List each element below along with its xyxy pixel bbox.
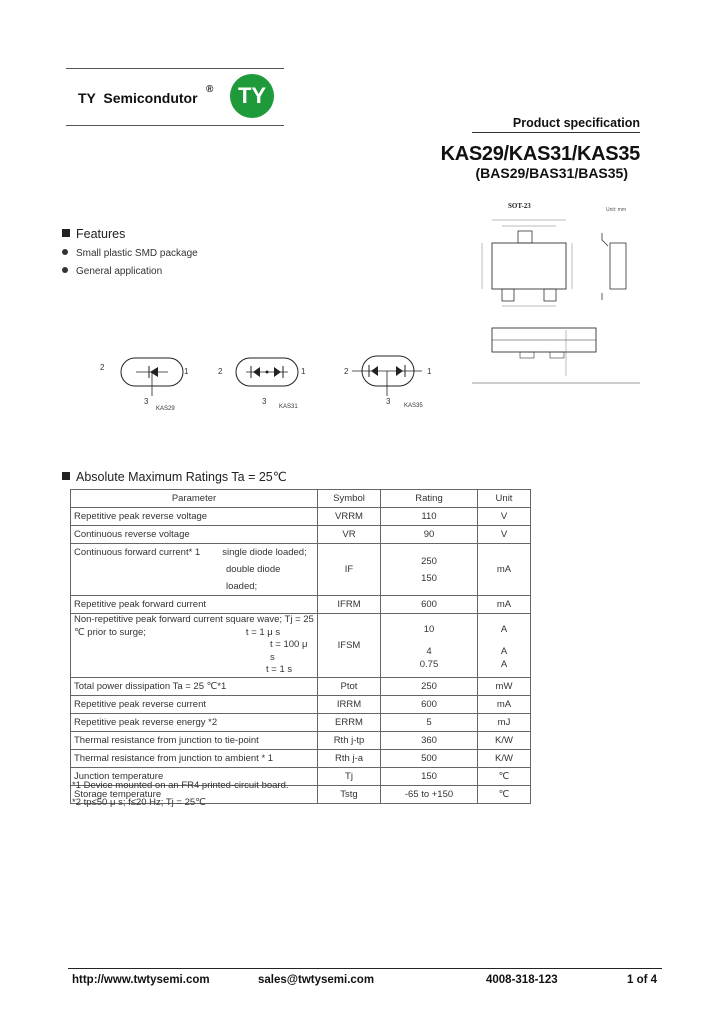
table-row: Continuous reverse voltage VR 90 V	[71, 526, 531, 544]
header-rule-top	[66, 68, 284, 69]
kas31-pin3-label: 3	[262, 397, 267, 406]
col-rating: Rating	[381, 490, 478, 508]
diode-configurations	[96, 350, 446, 416]
table-row: Thermal resistance from junction to ambient * 1 Rth j-a 500 K/W	[71, 749, 531, 767]
footer-phone: 4008-318-123	[486, 974, 558, 986]
kas31-pin1-label: 1	[301, 367, 306, 376]
bullet-icon	[62, 267, 68, 273]
footer-email-link[interactable]: sales@twtysemi.com	[258, 974, 375, 986]
table-row: Junction temperature Tj 150 ℃	[71, 767, 531, 785]
page-title: KAS29/KAS31/KAS35	[440, 143, 640, 165]
col-symbol: Symbol	[318, 490, 381, 508]
square-bullet-icon	[62, 472, 70, 480]
bullet-icon	[62, 249, 68, 255]
features-heading: Features	[62, 227, 125, 241]
table-row: Repetitive peak reverse current IRRM 600 mA	[71, 695, 531, 713]
ratings-heading: Absolute Maximum Ratings Ta = 25℃	[62, 469, 287, 484]
kas35-pin1-label: 1	[427, 367, 432, 376]
kas29-pin3-label: 3	[144, 397, 149, 406]
feature-item: General application	[62, 266, 162, 277]
table-row: Repetitive peak forward current IFRM 600 mA	[71, 596, 531, 614]
registered-mark: ®	[206, 84, 214, 95]
footnote-1: *1 Device mounted on an FR4 printed-circuit board.	[72, 780, 289, 791]
kas35-pin2-label: 2	[344, 367, 349, 376]
kas31-label: KAS31	[279, 404, 298, 410]
kas35-pin3-label: 3	[386, 397, 391, 406]
table-row: Total power dissipation Ta = 25 ℃*1 Ptot 250 mW	[71, 677, 531, 695]
package-name: SOT-23	[508, 202, 531, 210]
table-row: Repetitive peak reverse energy *2 ERRM 5 mJ	[71, 713, 531, 731]
page-subtitle: (BAS29/BAS31/BAS35)	[475, 165, 628, 181]
square-bullet-icon	[62, 229, 70, 237]
footer-rule	[68, 968, 662, 969]
spec-rule	[472, 132, 640, 133]
table-header-row	[71, 490, 531, 508]
col-unit: Unit	[478, 490, 531, 508]
footnote-2: *2 tp≤50 μ s; f≤20 Hz; Tj = 25℃	[72, 797, 206, 808]
kas31-pin2-label: 2	[218, 367, 223, 376]
sot23-package-drawing	[472, 198, 640, 384]
brand-name: TY Semicondutor	[78, 90, 198, 106]
ratings-table	[70, 489, 531, 804]
table-row: Thermal resistance from junction to tie-point Rth j-tp 360 K/W	[71, 731, 531, 749]
table-row: Continuous forward current* 1 single diode loaded; double diode loaded; IF 250 150 mA	[71, 544, 531, 596]
kas29-label: KAS29	[156, 406, 175, 412]
ty-logo: TY	[230, 74, 274, 118]
feature-item: Small plastic SMD package	[62, 248, 198, 259]
package-unit: Unit: mm	[606, 207, 626, 213]
table-row: Repetitive peak reverse voltage VRRM 110 V	[71, 508, 531, 526]
col-parameter: Parameter	[71, 490, 318, 508]
kas29-pin1-label: 1	[184, 367, 189, 376]
page-number: 1 of 4	[627, 974, 658, 986]
kas29-pin2-label: 2	[100, 363, 105, 372]
footer-website-link[interactable]: http://www.twtysemi.com	[72, 974, 210, 986]
table-row: Storage temperature Tstg -65 to +150 ℃	[71, 785, 531, 803]
header-rule-bottom	[66, 125, 284, 126]
table-row: Non-repetitive peak forward current square wave; Tj = 25 ℃ prior to surge; t = 1 μ s t = 100 μ s t = 1 s IFSM 10 4 0.75 A A A	[71, 614, 531, 678]
kas35-label: KAS35	[404, 403, 423, 409]
product-spec-label: Product specification	[512, 116, 640, 130]
